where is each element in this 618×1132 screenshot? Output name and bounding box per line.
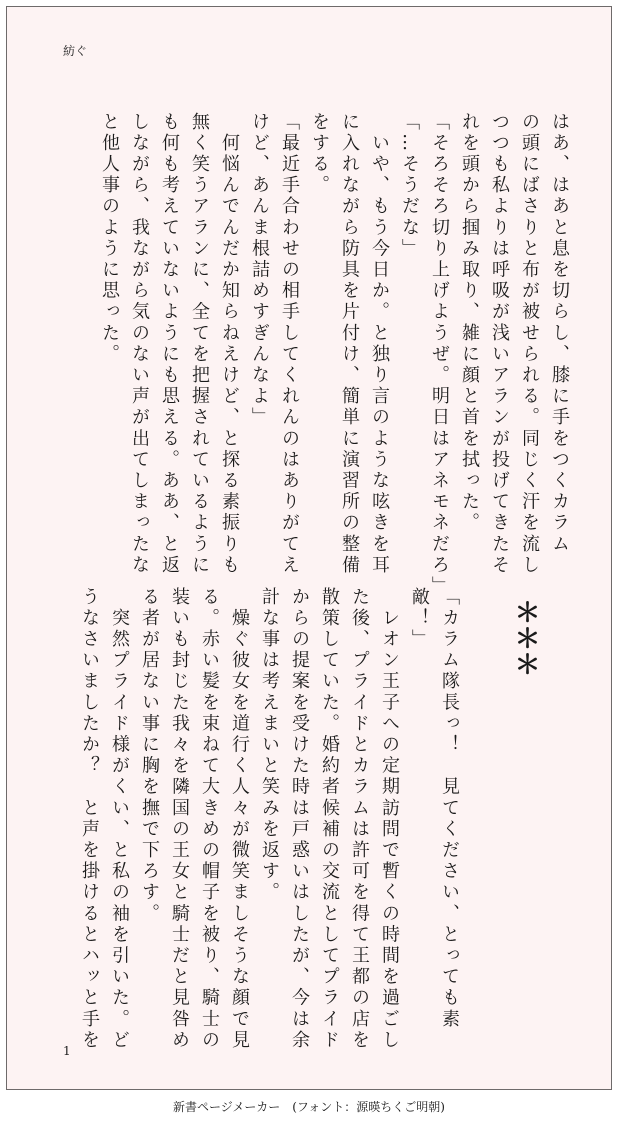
page-title: 紡ぐ bbox=[63, 44, 88, 58]
body-text-lower: 「カラム隊長っ！ 見てください、とっても素 敵！」 レオン王子への定期訪問で暫くの時間を過ごし た後、プライドとカラムは許可を得て王都の店を 散策していた。婚約者候補の交流としてプライド からの提案を受けた時は戸惑いはしたが、今は余 計な事は考えまいと笑みを返す。 燥ぐ彼女を道行く人々が微笑ましそうな顔で見 る。赤い髪を束ねて大きめの帽子を被り、騎士の 装いも封じた我々を隣国の王女と騎士だと見咎め る者が居ない事に胸を撫で下ろす。 突然プライド様がくい、と私の袖を引いた。ど うなさいましたか？ と声を掛けるとハッと手を bbox=[79, 587, 460, 1052]
page-number: 1 bbox=[63, 1044, 71, 1058]
section-break: ＊＊＊ bbox=[510, 599, 540, 677]
manuscript-page bbox=[6, 6, 612, 1090]
body-text-upper: はあ、はあと息を切らし、膝に手をつくカラム の頭にばさりと布が被せられる。同じく汗を流し つつも私よりは呼吸が浅いアランが投げてきたそ れを頭から掴み取り、雑に顔と首を拭った。 「そろそろ切り上げようぜ。明日はアネモネだろ」 「…そうだな」 いや、もう今日か。と独り言のような呟きを耳 に入れながら防具を片付け、簡単に演習所の整備 をする。 「最近手合わせの相手してくれんのはありがてえ けど、あんま根詰めすぎんなよ」 何悩んでんだか知らねえけど、と探る素振りも 無く笑うアランに、全てを把握されているように も何も考えていないようにも思える。ああ、と返 しながら、我ながら気のない声が出てしまったな と他人事のように思った。 bbox=[99, 112, 570, 598]
generator-credit: 新書ページメーカー (フォント：源暎ちくご明朝) bbox=[173, 1100, 445, 1114]
